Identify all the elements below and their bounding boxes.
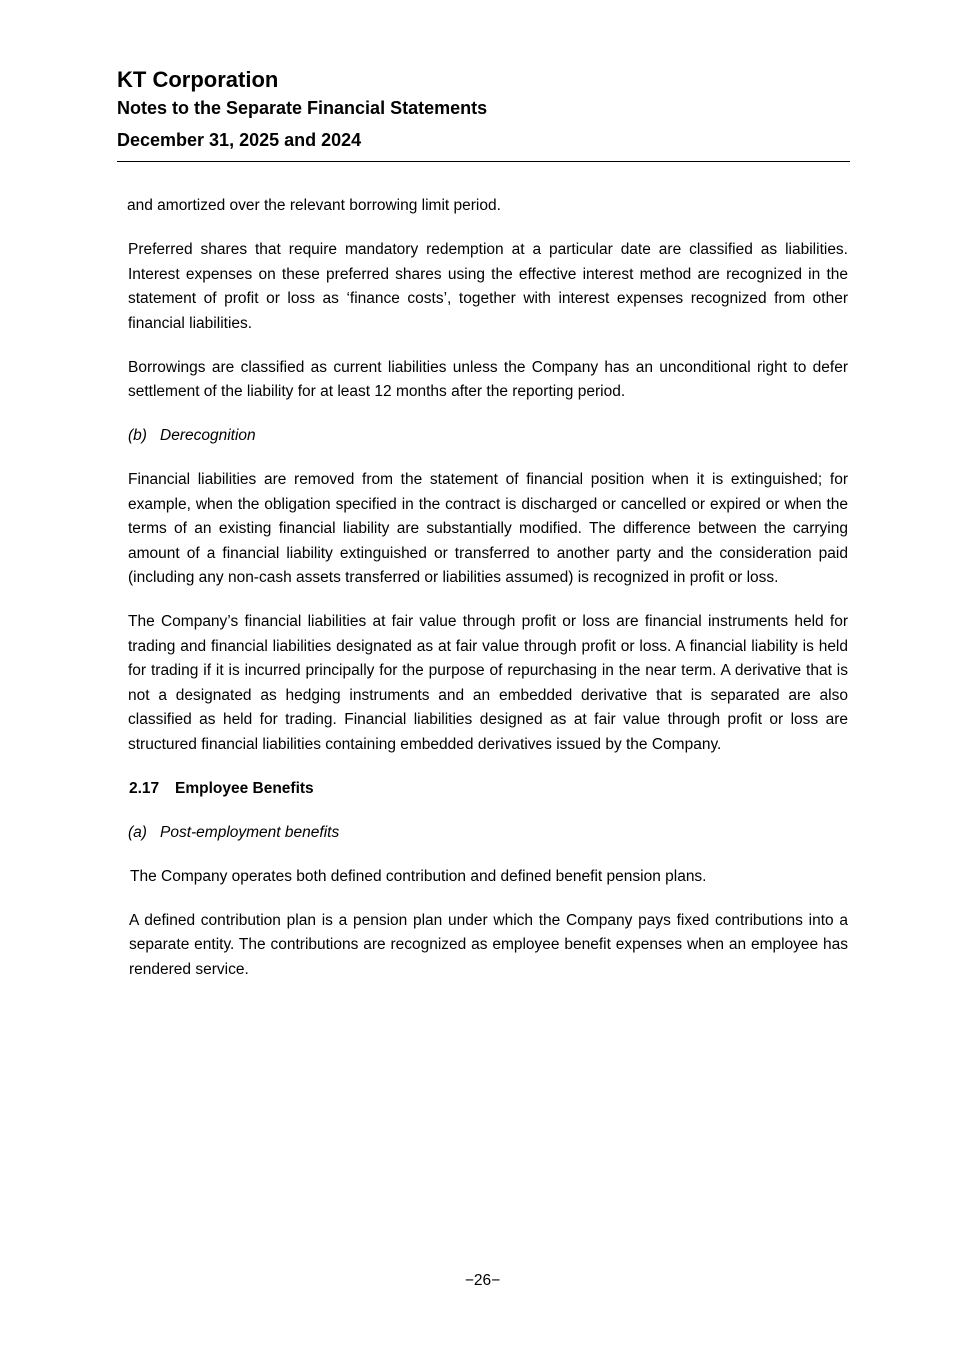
paragraph-borrowings: Borrowings are classified as current liabilities unless the Company has an unconditional right to defer settlement of the liability for at least 12 months after the reporting period.	[128, 358, 848, 400]
paragraph-defined-contribution: A defined contribution plan is a pension plan under which the Company pays fixed contributions into a separate entity. The contributions are recognized as employee benefit expenses when an employee has rendered service.	[129, 911, 848, 978]
subsection-title: Post-employment benefits	[160, 823, 340, 841]
header-divider	[117, 161, 850, 162]
paragraph-fvtpl: The Company’s financial liabilities at fair value through profit or loss are financial instruments held for trading and financial liabilities designated as at fair value through profit or loss. A financial liability is held for trading if it is incurred principally for the purpose of repurchasing in the near term. A derivative that is not a designated as hedging instruments and an embedded derivative that is separated are also classified as held for trading. Financial liabilities designed as at fair value through profit or loss are structured financial liabilities containing embedded derivatives issued by the Company.	[128, 613, 848, 753]
section-number: 2.17	[129, 779, 160, 797]
subsection-title: Derecognition	[160, 427, 256, 444]
notes-body	[128, 194, 848, 1002]
reporting-date: December 31, 2025 and 2024	[117, 130, 362, 150]
company-name: KT Corporation	[117, 67, 279, 92]
page-number: −26−	[464, 1272, 501, 1289]
subsection-post-employment	[128, 821, 848, 846]
paragraph-preferred-shares: Preferred shares that require mandatory redemption at a particular date are classified as liabilities. Interest expenses on these preferred shares using the effective interest method are recognized in the statement of profit or loss as ‘finance costs’, together with interest expenses recognized from other financial liabilities.	[128, 241, 848, 332]
section-heading	[129, 777, 848, 802]
subsection-derecognition	[128, 424, 848, 449]
page-header	[117, 66, 850, 152]
paragraph-derecognition: Financial liabilities are removed from the statement of financial position when it is extinguished; for example, when the obligation specified in the contract is discharged or cancelled or expired or when the terms of an existing financial liability are substantially modified. The difference between the carrying amount of a financial liability extinguished or transferred to another party and the consideration paid (including any non-cash assets transferred or liabilities assumed) is recognized in profit or loss.	[128, 471, 848, 586]
document-subtitle: Notes to the Separate Financial Statements	[117, 98, 488, 118]
section-title: Employee Benefits	[175, 779, 314, 797]
subsection-label: (a)	[128, 823, 147, 841]
paragraph-continuation: and amortized over the relevant borrowing limit period.	[127, 197, 501, 214]
paragraph-pension-plans: The Company operates both defined contribution and defined benefit pension plans.	[130, 867, 707, 885]
subsection-label: (b)	[128, 427, 147, 444]
